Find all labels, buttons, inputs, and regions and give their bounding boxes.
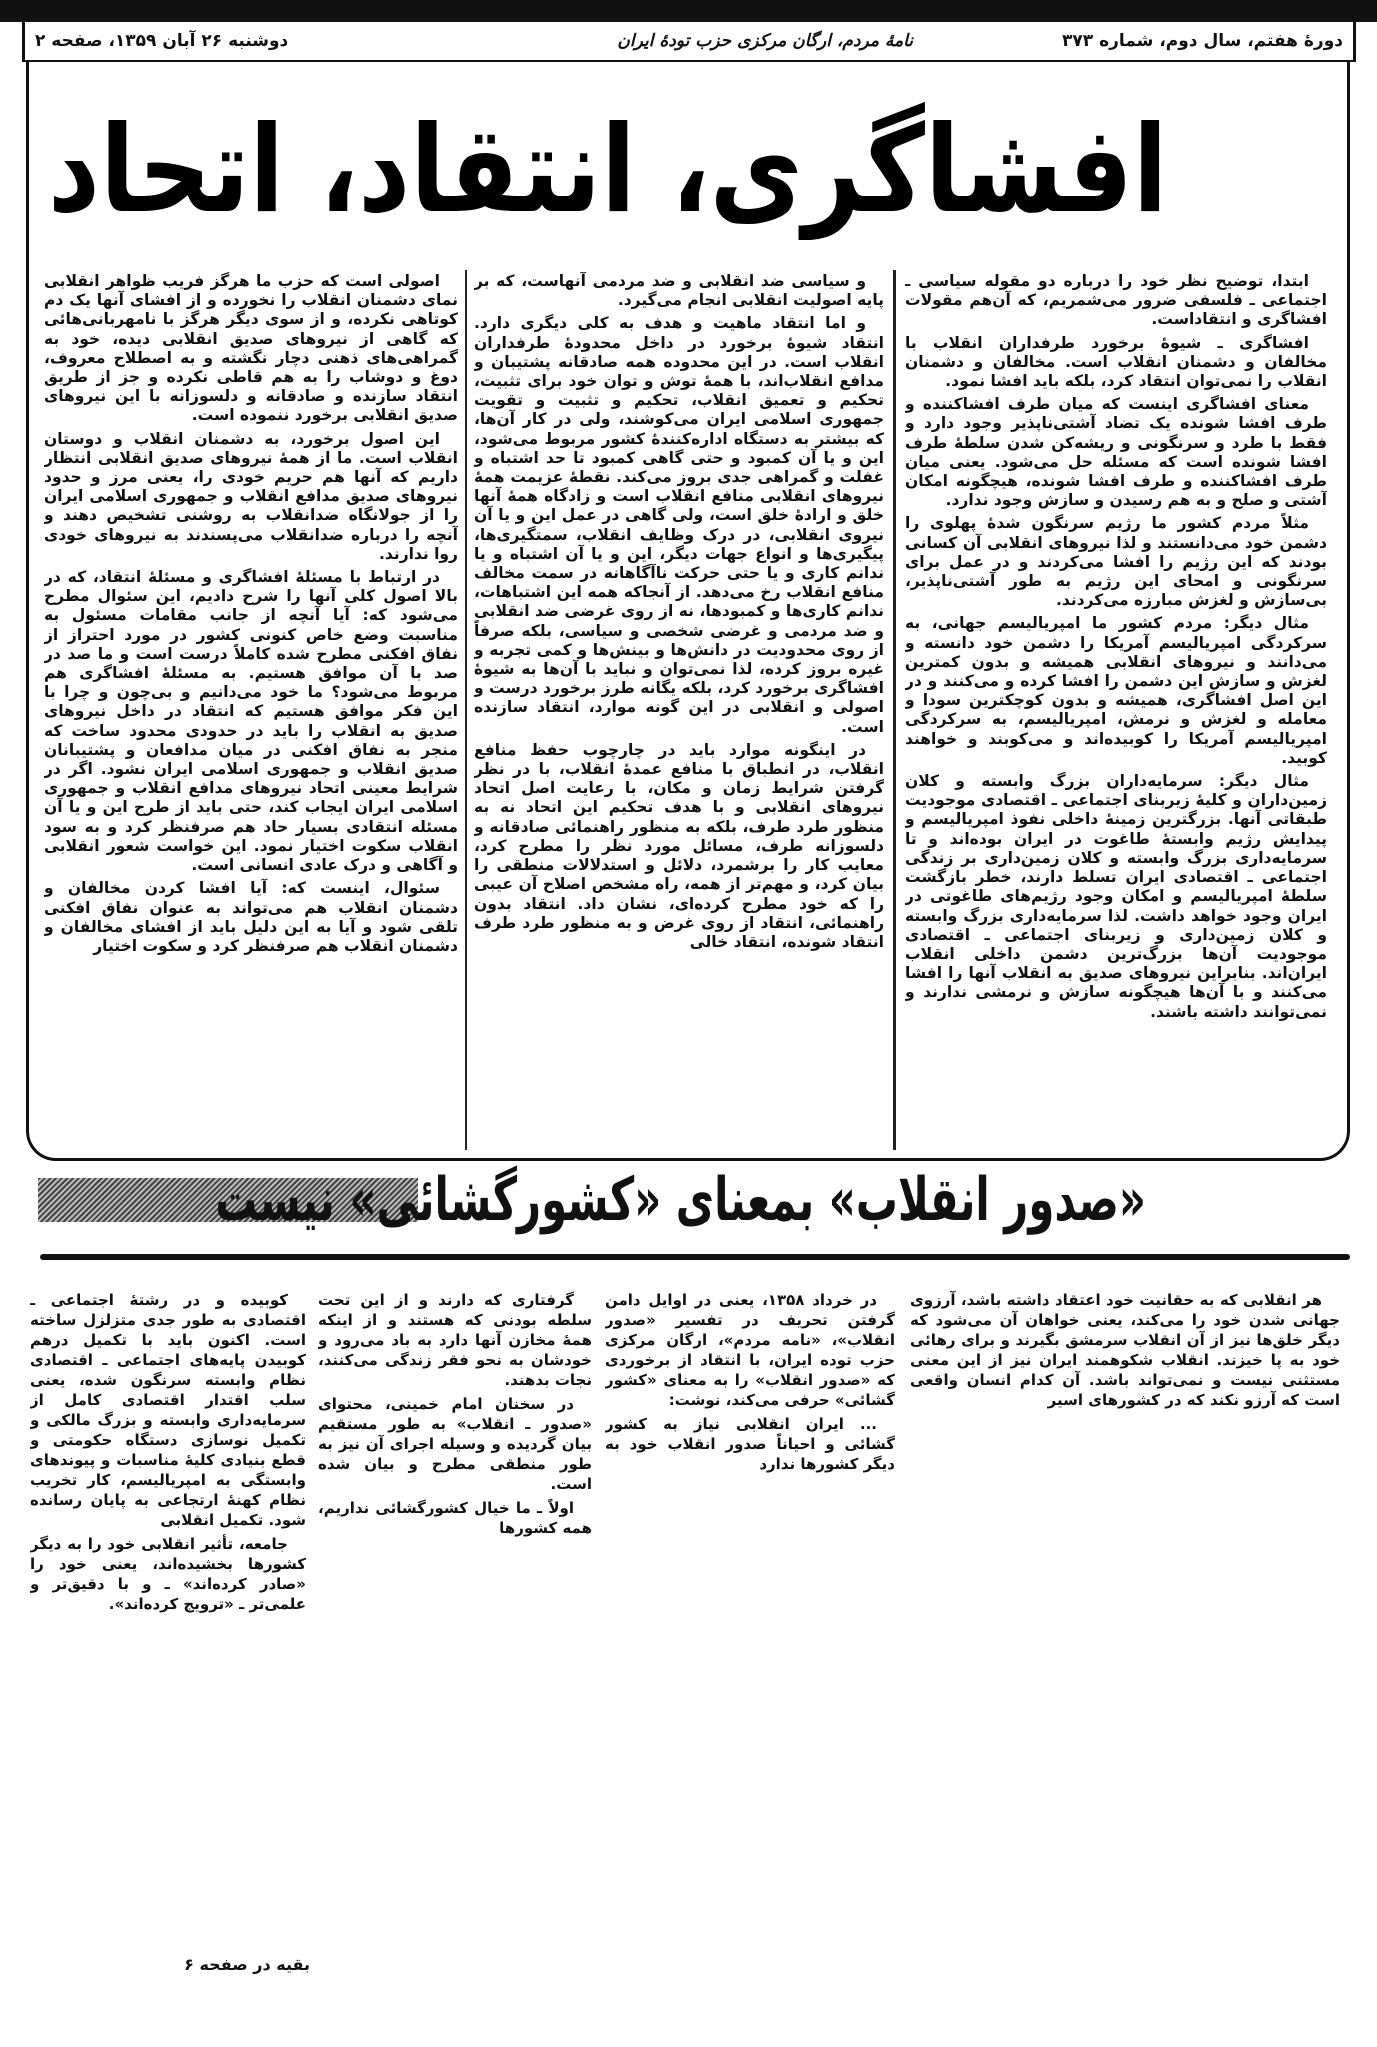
date-and-page: دوشنبه ۲۶ آبان ۱۳۵۹، صفحه ۲ [35, 31, 289, 51]
paragraph: مثال دیگر: سرمایه‌داران بزرگ وابسته و کلان زمین‌داران و کلیهٔ زیربنای اجتماعی ـ اقتصادی موجودیت طبقاتی آنها. بزرگترین زمینهٔ داخلی نفوذ امپریالیسم و پیدایش رژیم وابستهٔ طاغوت در ایران بوده‌اند و تا سرمایه‌داری بزرگ وابسته و کلان زمین‌داری بر زندگی اجتماعی ـ اقتصادی ایران تسلط دارند، خطر بازگشت سلطهٔ امپریالیسم و امکان وجود رژیم‌های طاغوتی در ایران وجود خواهد داشت. لذا سرمایه‌داری بزرگ وابسته و کلان زمین‌داری و زیربنای اجتماعی ـ اقتصادی موجودیت آن‌ها بزرگ‌ترین دشمن داخلی انقلاب ایران‌اند. بنابراین نیروهای صدیق به انقلاب آنها را افشا می‌کنند و با آن‌ها هیچگونه سازش و نرمشی ندارند و نمی‌توانند داشته باشند. [905, 772, 1327, 1021]
paragraph: در اینگونه موارد باید در چارچوب حفظ منافع انقلاب، در انطباق با منافع عمدهٔ انقلاب، با در نظر گرفتن شرایط زمان و مکان، با رعایت اصل اتحاد نیروهای انقلابی و با هدف تحکیم این اتحاد نه به منظور طرد طرف، بلکه به منظور راهنمائی صادقانه و دلسوزانه طرف، مسائل مورد نظر را مطرح کرد، معایب کار را برشمرد، دلائل و استدلالات منطقی را بیان کرد، و مهم‌تر از همه، راه مشخص اصلاح آن عیبی را که خود مطرح کرده‌ای، نشان داد. انتقاد بدون راهنمائی، انتقاد از روی غرض و به منظور طرد طرف انتقاد شونده، انتقاد خالی [474, 740, 884, 951]
paragraph: افشاگری ـ شیوهٔ برخورد طرفداران انقلاب با مخالفان و دشمنان انقلاب است. مخالفان و دشمنان انقلاب را نمی‌توان انتقاد کرد، بلکه باید افشا نمود. [905, 333, 1327, 391]
paragraph: مثال دیگر: مردم کشور ما امپریالیسم جهانی، به سرکردگی امپریالیسم آمریکا را دشمن خود دانسته و می‌دانند و نیروهای انقلابی همیشه و بدون کمترین لغزش و سازش این دشمن را افشا کرده و می‌کنند و در این اصل افشاگری، همیشه و بدون کوچکترین سودا و معامله و لغزش و نرمش، امپریالیسم، به سرکردگی امپریالیسم آمریکا را کوبیده‌اند و می‌کوبند و خواهند کوبید. [905, 614, 1327, 767]
paragraph: ... ایران انقلابی نیاز به کشور گشائی و احیاناً صدور انقلاب خود به دیگر کشورها ندارد [605, 1415, 895, 1473]
newspaper-name: نامهٔ مردم، ارگان مرکزی حزب تودهٔ ایران [617, 31, 913, 51]
paragraph: جامعه، تأثیر انقلابی خود را به دیگر کشورها بخشیده‌اند، یعنی خود را «صادر کرده‌اند» ـ و با دقیق‌تر و علمی‌تر ـ «ترویج کرده‌اند». [30, 1535, 306, 1613]
paragraph: این اصول برخورد، به دشمنان انقلاب و دوستان انقلاب است. ما از همهٔ نیروهای صدیق انقلابی انتظار داریم که آنها هم حریم خودی را، یعنی مرز و حدود نیروهای صدیق مدافع انقلاب و جمهوری اسلامی ایران را از جولانگاه ضدانقلاب به روشنی تشخیص دهند و آنچه را درباره ضدانقلاب می‌پسندند به نیروهای خودی روا ندارند. [44, 429, 458, 563]
article2-column-2 [605, 1290, 895, 2030]
paragraph: معنای افشاگری اینست که میان طرف افشاکننده و طرف افشا شونده یک تضاد آشتی‌ناپذیر وجود دارد و فقط با طرد و سرنگونی و ریشه‌کن شدن سلطهٔ طرف افشا شونده است که مسئله حل می‌شود. یعنی میان طرف افشاکننده و طرف افشا شونده، هیچگونه امکان آشتی و صلح و به هم رسیدن و سازش وجود ندارد. [905, 395, 1327, 510]
paragraph: و سیاسی ضد انقلابی و ضد مردمی آنهاست، که بر پایه اصولیت انقلابی انجام می‌گیرد. [474, 272, 884, 310]
paragraph: سئوال، اینست که: آیا افشا کردن مخالفان و دشمنان انقلاب هم می‌تواند به عنوان نفاق افکنی تلقی شود و آیا به این دلیل باید از افشای مخالفان و دشمنان انقلاب هم صرفنظر کرد و سکوت اختیار [44, 879, 458, 955]
issue-number: دورهٔ هفتم، سال دوم، شماره ۳۷۳ [1062, 31, 1343, 51]
article2-column-4 [30, 1290, 306, 1930]
article2-headline: «صدور انقلاب» بمعنای «کشورگشائی» نیست [215, 1165, 1146, 1235]
paragraph: اولاً ـ ما خیال کشورگشائی نداریم، همه کشورها [318, 1499, 592, 1537]
paragraph: مثلاً مردم کشور ما رژیم سرنگون شدهٔ پهلوی را دشمن خود می‌دانستند و لذا نیروهای انقلابی آن کسانی بودند که این رژیم را افشا می‌کردند و در عمل برای سرنگونی و امحای این رژیم به طور آشتی‌ناپذیر، بی‌سازش و لغزش مبارزه می‌کردند. [905, 514, 1327, 610]
paragraph: هر انقلابی که به حقانیت خود اعتقاد داشته باشد، آرزوی جهانی شدن خود را می‌کند، یعنی خواهان آن می‌شود که دیگر خلق‌ها نیز از آن انقلاب سرمشق بگیرند و برای رهائی خود به پا خیزند. انقلاب شکوهمند ایران نیز از این معنی مستثنی نیست و نمی‌تواند باشد. آن کدام انسان واقعی است که آرزو نکند که در کشورهای اسیر [910, 1291, 1340, 1409]
paragraph: و اما انتقاد ماهیت و هدف به کلی دیگری دارد. انتقاد شیوهٔ برخورد در داخل محدودهٔ طرفداران انقلاب است. در این محدوده همه صادقانه پشتیبان و مدافع انقلاب‌اند، با همهٔ توش و توان خود برای تثبیت، تحکیم و تعمیق انقلاب، تحکیم و تثبیت و تقویت جمهوری اسلامی ایران می‌کوشند، ولی در کار آن‌ها، که بیشتر به دستگاه اداره‌کنندهٔ کشور مربوط می‌شود، این و یا آن کمبود و حتی گاهی کمبود تا حد اشتباه و غفلت و گمراهی جدی بروز می‌کند. نقطهٔ عزیمت همهٔ نیروهای انقلابی منافع انقلاب است و زادگاه همهٔ آنها خلق و ارادهٔ خلق است، ولی گاهی در عمل این و یا آن نیروی انقلابی، در درک وظایف انقلاب، سمتگیری‌ها، پیگیری‌ها و انواع جهات دیگر، این و یا آن اشتباه و یا ندانم کاری و یا حتی حرکت ناآگاهانه در سمت مخالف منافع انقلاب رخ می‌دهد. از آنجاکه همه این اشتباهات، ندانم کاری‌ها و کمبودها، نه از روی غرضی ضد انقلابی و ضد مردمی و غرضی شخصی و سیاسی، بلکه صرفاً از روی محدودیت در دانش‌ها و بینش‌ها و کمی تجربه و غیره بروز کرده، لذا نمی‌توان و نباید با آن‌ها به شیوهٔ افشاگری برخورد کرد، بلکه یگانه طرز برخورد درست و اصولی و انقلابی در این گونه موارد، انتقاد سازنده است. [474, 314, 884, 736]
article1-column-left [44, 272, 458, 1152]
article1-column-right [905, 272, 1327, 1152]
paragraph: ابتدا، توضیح نظر خود را درباره دو مقوله سیاسی ـ اجتماعی ـ فلسفی ضرور می‌شمریم، که آن‌هم مقولات افشاگری و انتقاداست. [905, 272, 1327, 329]
paragraph: کوبیده و در رشتهٔ اجتماعی ـ اقتصادی به طور جدی متزلزل ساخته است. اکنون باید با تکمیل درهم کوبیدن پایه‌های اجتماعی ـ اقتصادی نظام وابسته سرنگون شده، یعنی سلب اقتدار اقتصادی کامل از سرمایه‌داری وابسته و بزرگ مالکی و تکمیل نوسازی دستگاه حکومتی و قطع بنیادی کلیهٔ مناسبات و پیوندهای وابستگی به امپریالیسم، کار تخریب نظام کهنهٔ ارتجاعی به پایان رسانده شود. تکمیل انقلابی [30, 1291, 306, 1529]
article2-column-3 [318, 1290, 592, 2030]
column-divider [893, 270, 896, 1150]
article1-headline-box [48, 96, 1270, 246]
paragraph: در ارتباط با مسئلهٔ افشاگری و مسئلهٔ انتقاد، که در بالا اصول کلی آنها را شرح دادیم، این سئوال مطرح می‌شود که: آیا آنچه از جانب مقامات مسئول به مناسبت وضع خاص کنونی کشور در مورد احتراز از نفاق افکنی مطرح شده کاملاً درست است و ما صد در صد با آن موافق هستیم. به مسئلهٔ افشاگری هم مربوط می‌شود؟ ما خود می‌دانیم و بی‌چون و چرا با این فکر موافق هستیم که انتقاد در داخل نیروهای صدیق به انقلاب را باید در حدودی محدود ساخت که منجر به نفاق افکنی در میان مدافعان و پشتیبانان صدیق انقلاب و جمهوری اسلامی ایران نشود. اگر در شرایط معینی اتحاد نیروهای مدافع انقلاب و جمهوری اسلامی ایران ایجاب کند، حتی باید از طرح این و یا آن مسئله انتقادی بسیار حاد هم صرفنظر کرد و به سود انقلاب سکوت اختیار نمود. این خواست شعور انقلابی و آگاهی و درک عادی انسانی است. [44, 568, 458, 875]
continued-on-page: بقیه در صفحه ۶ [184, 1955, 310, 1974]
article1-headline: افشاگری، انتقاد، اتحاد [48, 101, 1169, 240]
article2-headline-box [215, 1162, 1348, 1238]
headline-underline [40, 1254, 1350, 1260]
paragraph: در سخنان امام خمینی، محتوای «صدور ـ انقلاب» به طور مستقیم بیان گردیده و وسیله اجرای آن نیز به طور منطقی مطرح و بیان شده است. [318, 1395, 592, 1493]
article2-column-1 [910, 1290, 1340, 2030]
article1-column-middle [474, 272, 884, 1152]
paragraph: گرفتاری که دارند و از این تحت سلطه بودنی که هستند و از اینکه همهٔ مخازن آنها دارد به باد می‌رود و خودشان به نحو فقر زندگی می‌کنند، نجات بدهند. [318, 1291, 592, 1389]
paragraph: اصولی است که حزب ما هرگز فریب ظواهر انقلابی نمای دشمنان انقلاب را نخورده و از افشای آنها یک دم کوتاهی نکرده، و از سوی دیگر هرگز با نامهربانی‌هائی که گاهی از نیروهای صدیق انقلابی دیده، خود به گمراهی‌های ذهنی دچار نگشته و به اصطلاح معروف، دوغ و دوشاب را به هم قاطی نکرده و جز از طریق انتقاد سازنده و صادقانه و دلسوزانه با این نیروهای صدیق انقلابی برخورد ننموده است. [44, 272, 458, 425]
masthead-black-bar [0, 0, 1377, 22]
column-divider [465, 270, 467, 1150]
masthead [22, 22, 1356, 62]
paragraph: در خرداد ۱۳۵۸، یعنی در اوایل دامن گرفتن تحریف در تفسیر «صدور انقلاب»، «نامه مردم»، ارگان مرکزی حزب توده ایران، با انتقاد از برخوردی که «صدور انقلاب» را به معنای «کشور گشائی» حرفی می‌کند، نوشت: [605, 1291, 895, 1409]
